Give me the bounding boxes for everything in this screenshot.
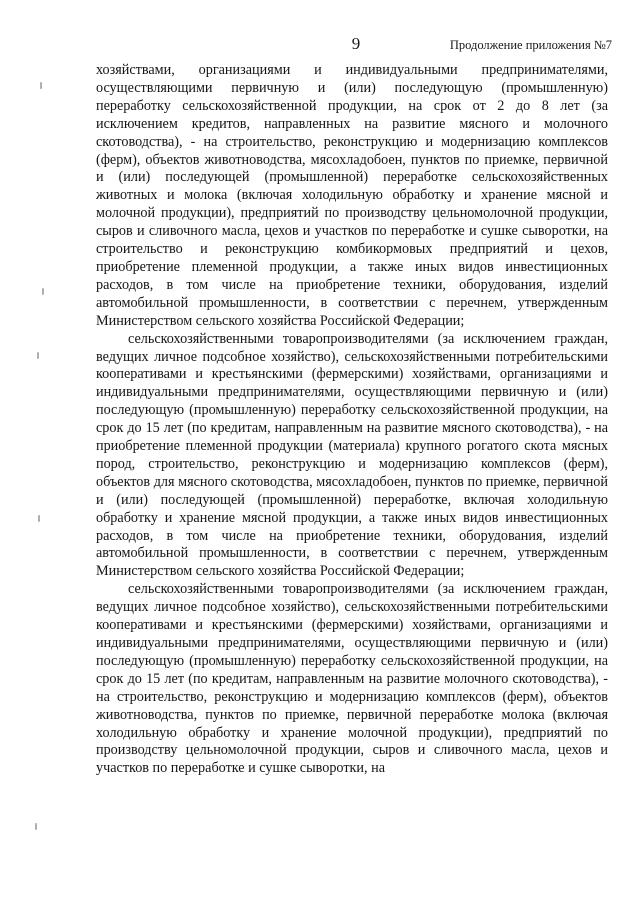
body-text	[96, 62, 608, 778]
scan-speck	[38, 515, 40, 522]
scan-speck	[35, 823, 37, 830]
scan-speck	[42, 288, 44, 295]
paragraph-continued: хозяйствами, организациями и индивидуальными предпринимателями, осуществляющими первичную и (или) последующую (промышленную) переработку сельскохозяйственной продукции, на срок от 2 до 8 лет (за исключением кредитов, направленных на развитие мясного и молочного скотоводства), - на строительство, реконструкцию и модернизацию комплексов (ферм), объектов животноводства, мясохладобоен, пунктов по приемке, первичной и (или) последующей (промышленной) переработке сельскохозяйственных животных и молока (включая холодильную обработку и хранение мясной и молочной продукции), предприятий по производству цельномолочной продукции, сыров и сливочного масла, цехов и участков по переработке и сушке сыворотки, на строительство и реконструкцию комбикормовых предприятий и цехов, приобретение племенной продукции, а также иных видов инвестиционных расходов, в том числе на приобретение техники, оборудования, изделий автомобильной промышленности, в соответствии с перечнем, утвержденным Министерством сельского хозяйства Российской Федерации;	[96, 62, 608, 329]
paragraph: сельскохозяйственными товаропроизводителями (за исключением граждан, ведущих личное подсобное хозяйство), сельскохозяйственными потребительскими кооперативами и крестьянскими (фермерскими) хозяйствами, организациями и индивидуальными предпринимателями, осуществляющими первичную и (или) последующую (промышленную) переработку сельскохозяйственной продукции, на срок до 15 лет (по кредитам, направленным на развитие мясного скотоводства), - на приобретение племенной продукции (материала) крупного рогатого скота мясных пород, строительство, реконструкцию и модернизацию комплексов (ферм), объектов для мясного скотоводства, мясохладобоен, пунктов по приемке, первичной и (или) последующей (промышленной) переработке, включая холодильную обработку и хранение мясной продукции, а также иных видов инвестиционных расходов, в том числе на приобретение техники, оборудования, изделий автомобильной промышленности, в соответствии с перечнем, утвержденным Министерством сельского хозяйства Российской Федерации;	[96, 330, 608, 580]
page-number: 9	[351, 34, 361, 53]
scan-speck	[37, 352, 39, 359]
scan-speck	[40, 82, 42, 89]
paragraph: сельскохозяйственными товаропроизводителями (за исключением граждан, ведущих личное подсобное хозяйство), сельскохозяйственными потребительскими кооперативами и крестьянскими (фермерскими) хозяйствами, организациями и индивидуальными предпринимателями, осуществляющими первичную и (или) последующую (промышленную) переработку сельскохозяйственной продукции, на срок до 15 лет (по кредитам, направленным на развитие молочного скотоводства), - на строительство, реконструкцию и модернизацию комплексов (ферм), объектов животноводства, пунктов по приемке, первичной переработке молока (включая холодильную обработку и хранение молочной продукции), предприятий по производству цельномолочной продукции, сыров и сливочного масла, цехов и участков по переработке и сушке сыворотки, на	[96, 581, 608, 777]
running-header: Продолжение приложения №7	[449, 38, 612, 52]
